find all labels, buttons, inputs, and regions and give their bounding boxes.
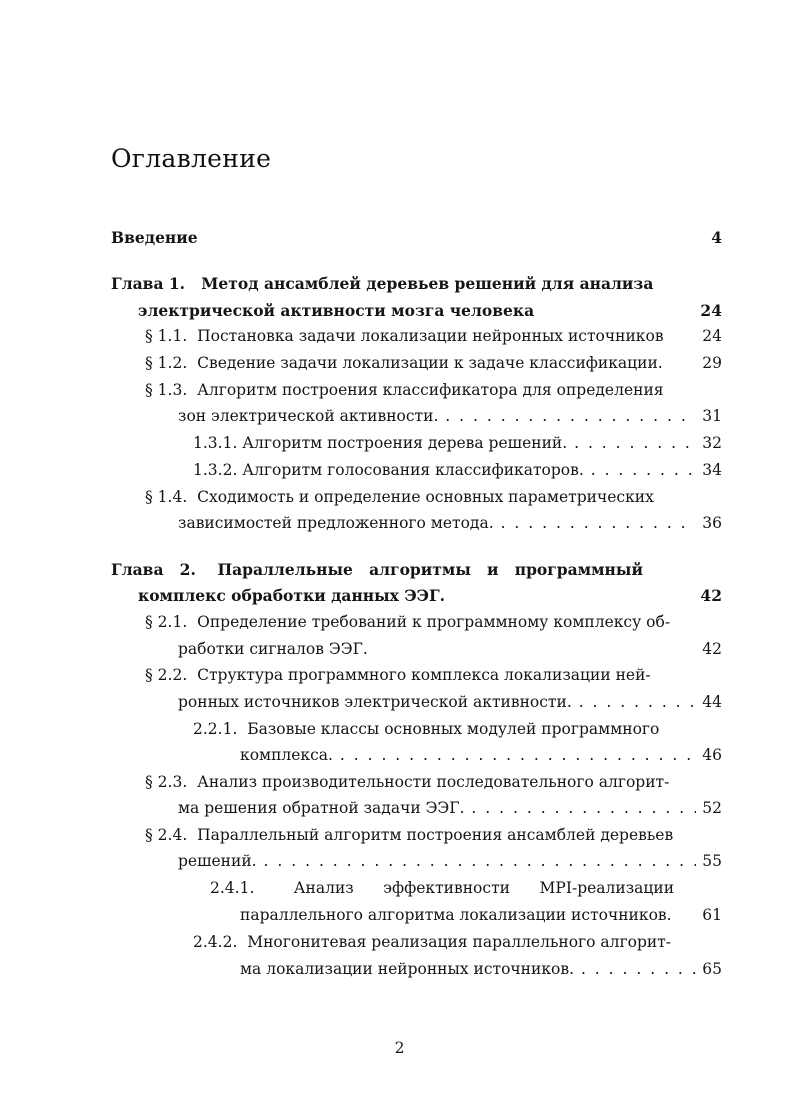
toc-section-2-3-line1[interactable] (145, 772, 722, 792)
toc-entry-label: § 1.2. Сведение задачи локализации к задаче классификации. (145, 354, 663, 372)
toc-section-2-3-line2[interactable] (178, 798, 722, 818)
toc-entry-label: Глава 1. Метод ансамблей деревьев решений для анализа (111, 274, 654, 293)
toc-page-number: 4 (711, 228, 722, 247)
toc-entry-label: комплекс обработки данных ЭЭГ. (138, 586, 446, 605)
toc-subsection-2-2-1-line2[interactable] (240, 745, 722, 765)
toc-chapter-2-line2[interactable] (138, 586, 722, 606)
toc-subsection-1-3-1[interactable] (193, 433, 722, 453)
toc-entry-label: электрической активности мозга человека (138, 301, 535, 320)
toc-entry-introduction[interactable] (111, 228, 722, 248)
toc-chapter-1-line2[interactable] (138, 301, 722, 321)
toc-page-number: 42 (700, 586, 722, 605)
toc-entry-label: § 2.4. Параллельный алгоритм построения ансамблей деревьев (145, 826, 674, 844)
toc-section-1-3-line1[interactable] (145, 380, 722, 400)
toc-entry-label-with-leader: 1.3.1. Алгоритм построения дерева решений. . . . (193, 433, 696, 453)
toc-chapter-1-line1[interactable] (111, 274, 722, 294)
toc-entry-label: Введение (111, 228, 198, 247)
page-title: Оглавление (111, 144, 272, 173)
toc-section-1-3-line2[interactable] (178, 406, 722, 426)
toc-page-number: 65 (702, 960, 722, 978)
toc-subsection-2-4-2-line1[interactable] (193, 932, 722, 952)
toc-section-2-1-line1[interactable] (145, 612, 722, 632)
toc-chapter-2-line1[interactable] (111, 560, 722, 580)
page-number-footer: 2 (394, 1039, 405, 1057)
toc-entry-label: § 2.2. Структура программного комплекса локализации ней- (145, 666, 651, 684)
toc-entry-label-with-leader: 1.3.2. Алгоритм голосования классификаторов. . . . (193, 460, 696, 480)
toc-entry-label: § 1.1. Постановка задачи локализации нейронных источников (145, 327, 664, 345)
toc-entry-label: § 1.3. Алгоритм построения классификатора для определения (145, 381, 664, 399)
toc-entry-label: § 2.1. Определение требований к программному комплексу об- (145, 613, 671, 631)
toc-page-number: 46 (702, 746, 722, 764)
toc-section-2-1-line2[interactable] (178, 639, 722, 659)
toc-page-number: 52 (702, 799, 722, 817)
toc-entry-label-with-leader: решений. . . . (178, 851, 696, 871)
toc-section-1-1[interactable] (145, 326, 722, 346)
toc-section-1-4-line1[interactable] (145, 487, 722, 507)
toc-subsection-2-4-1-line2[interactable] (240, 905, 722, 925)
toc-page-number: 55 (702, 852, 722, 870)
toc-section-2-4-line2[interactable] (178, 851, 722, 871)
toc-subsection-2-2-1-line1[interactable] (193, 719, 722, 739)
toc-entry-label: § 2.3. Анализ производительности последовательного алгорит- (145, 773, 670, 791)
toc-page-number: 44 (702, 693, 722, 711)
toc-section-2-4-line1[interactable] (145, 825, 722, 845)
toc-section-1-2[interactable] (145, 353, 722, 373)
toc-page-number: 31 (702, 407, 722, 425)
toc-page-number: 24 (702, 327, 722, 345)
toc-entry-label: § 1.4. Сходимость и определение основных параметрических (145, 488, 654, 506)
toc-entry-label: работки сигналов ЭЭГ. (178, 640, 368, 658)
toc-section-2-2-line2[interactable] (178, 692, 722, 712)
toc-entry-label: 2.4.2. Многонитевая реализация параллельного алгорит- (193, 933, 672, 951)
toc-subsection-1-3-2[interactable] (193, 460, 722, 480)
toc-entry-label-with-leader: комплекса. . . . (240, 745, 696, 765)
toc-entry-label-with-leader: зависимостей предложенного метода. . . . (178, 513, 696, 533)
toc-page-number: 61 (702, 906, 722, 924)
toc-page-number: 34 (702, 461, 722, 479)
toc-page-number: 32 (702, 434, 722, 452)
toc-page-number: 29 (702, 354, 722, 372)
toc-entry-label-with-leader: ронных источников электрической активности. . . . (178, 692, 696, 712)
toc-entry-label: 2.2.1. Базовые классы основных модулей программного (193, 720, 660, 738)
toc-page-number: 24 (700, 301, 722, 320)
toc-subsection-2-4-2-line2[interactable] (240, 959, 722, 979)
toc-subsection-2-4-1-line1[interactable] (210, 878, 722, 898)
toc-entry-label: 2.4.1. Анализ эффективности MPI-реализации (210, 879, 675, 897)
toc-entry-label-with-leader: зон электрической активности. . . . (178, 406, 696, 426)
toc-entry-label: Глава 2. Параллельные алгоритмы и программный (111, 560, 643, 579)
toc-page-number: 42 (702, 640, 722, 658)
toc-entry-label-with-leader: ма решения обратной задачи ЭЭГ. . . . (178, 798, 696, 818)
toc-section-2-2-line1[interactable] (145, 665, 722, 685)
toc-section-1-4-line2[interactable] (178, 513, 722, 533)
toc-entry-label: параллельного алгоритма локализации источников. (240, 906, 672, 924)
toc-page-number: 36 (702, 514, 722, 532)
toc-entry-label-with-leader: ма локализации нейронных источников. . . . (240, 959, 696, 979)
